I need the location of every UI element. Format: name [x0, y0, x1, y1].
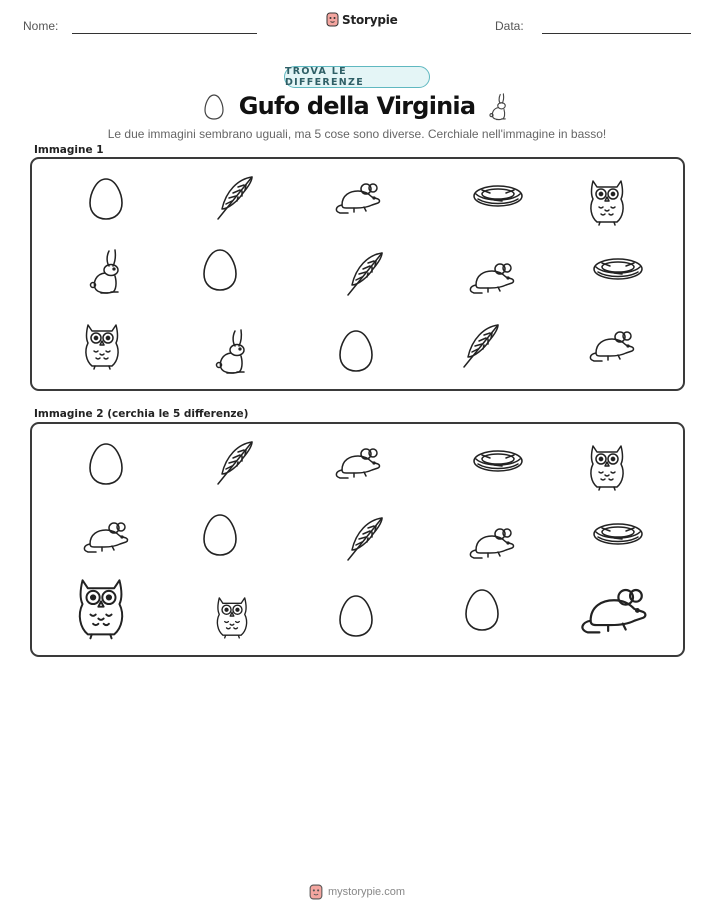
- feather-icon[interactable]: [212, 438, 258, 488]
- image2-panel: [30, 422, 685, 657]
- nest-icon[interactable]: [590, 518, 646, 550]
- owl-icon[interactable]: [585, 442, 629, 492]
- instructions: Le due immagini sembrano uguali, ma 5 cose sono diverse. Cerchiale nell'immagine in basso!: [107, 127, 607, 141]
- mouse-icon[interactable]: [466, 257, 518, 297]
- mouse-icon[interactable]: [586, 325, 638, 365]
- egg-icon[interactable]: [200, 247, 240, 293]
- image1-label: Immagine 1: [34, 144, 104, 156]
- name-label: Nome:: [23, 19, 59, 33]
- egg-icon[interactable]: [336, 328, 376, 374]
- date-label: Data:: [495, 19, 524, 33]
- feather-icon[interactable]: [458, 321, 504, 371]
- owl-icon[interactable]: [585, 177, 629, 227]
- mouse-icon[interactable]: [466, 522, 518, 562]
- brand-name: Storypie: [342, 12, 398, 27]
- storypie-logo-icon: [326, 12, 339, 27]
- footer: [309, 884, 405, 900]
- egg-icon[interactable]: [336, 593, 376, 639]
- owl-icon[interactable]: [72, 574, 130, 642]
- egg-icon[interactable]: [86, 441, 126, 487]
- feather-icon[interactable]: [212, 173, 258, 223]
- nest-icon[interactable]: [470, 180, 526, 212]
- egg-icon[interactable]: [86, 176, 126, 222]
- activity-badge: TROVA LE DIFFERENZE: [284, 66, 430, 88]
- rabbit-icon[interactable]: [212, 327, 252, 377]
- image1-panel: [30, 157, 685, 391]
- egg-icon[interactable]: [200, 512, 240, 558]
- mouse-icon[interactable]: [332, 442, 384, 482]
- rabbit-icon: [486, 92, 512, 122]
- date-line[interactable]: [542, 33, 691, 34]
- footer-site[interactable]: mystorypie.com: [328, 886, 406, 898]
- rabbit-icon[interactable]: [86, 247, 126, 297]
- mouse-icon[interactable]: [576, 578, 652, 640]
- feather-icon[interactable]: [342, 514, 388, 564]
- worksheet-title: Gufo della Virginia: [238, 92, 476, 120]
- brand-logo: [326, 12, 398, 27]
- mouse-icon[interactable]: [332, 177, 384, 217]
- owl-icon[interactable]: [80, 321, 124, 371]
- mouse-icon[interactable]: [80, 516, 132, 556]
- name-line[interactable]: [72, 33, 257, 34]
- image2-label: Immagine 2 (cerchia le 5 differenze): [34, 408, 249, 420]
- nest-icon[interactable]: [470, 445, 526, 477]
- storypie-logo-icon: [309, 884, 323, 900]
- nest-icon[interactable]: [590, 253, 646, 285]
- owl-icon[interactable]: [212, 592, 252, 642]
- egg-icon[interactable]: [462, 587, 502, 633]
- feather-icon[interactable]: [342, 249, 388, 299]
